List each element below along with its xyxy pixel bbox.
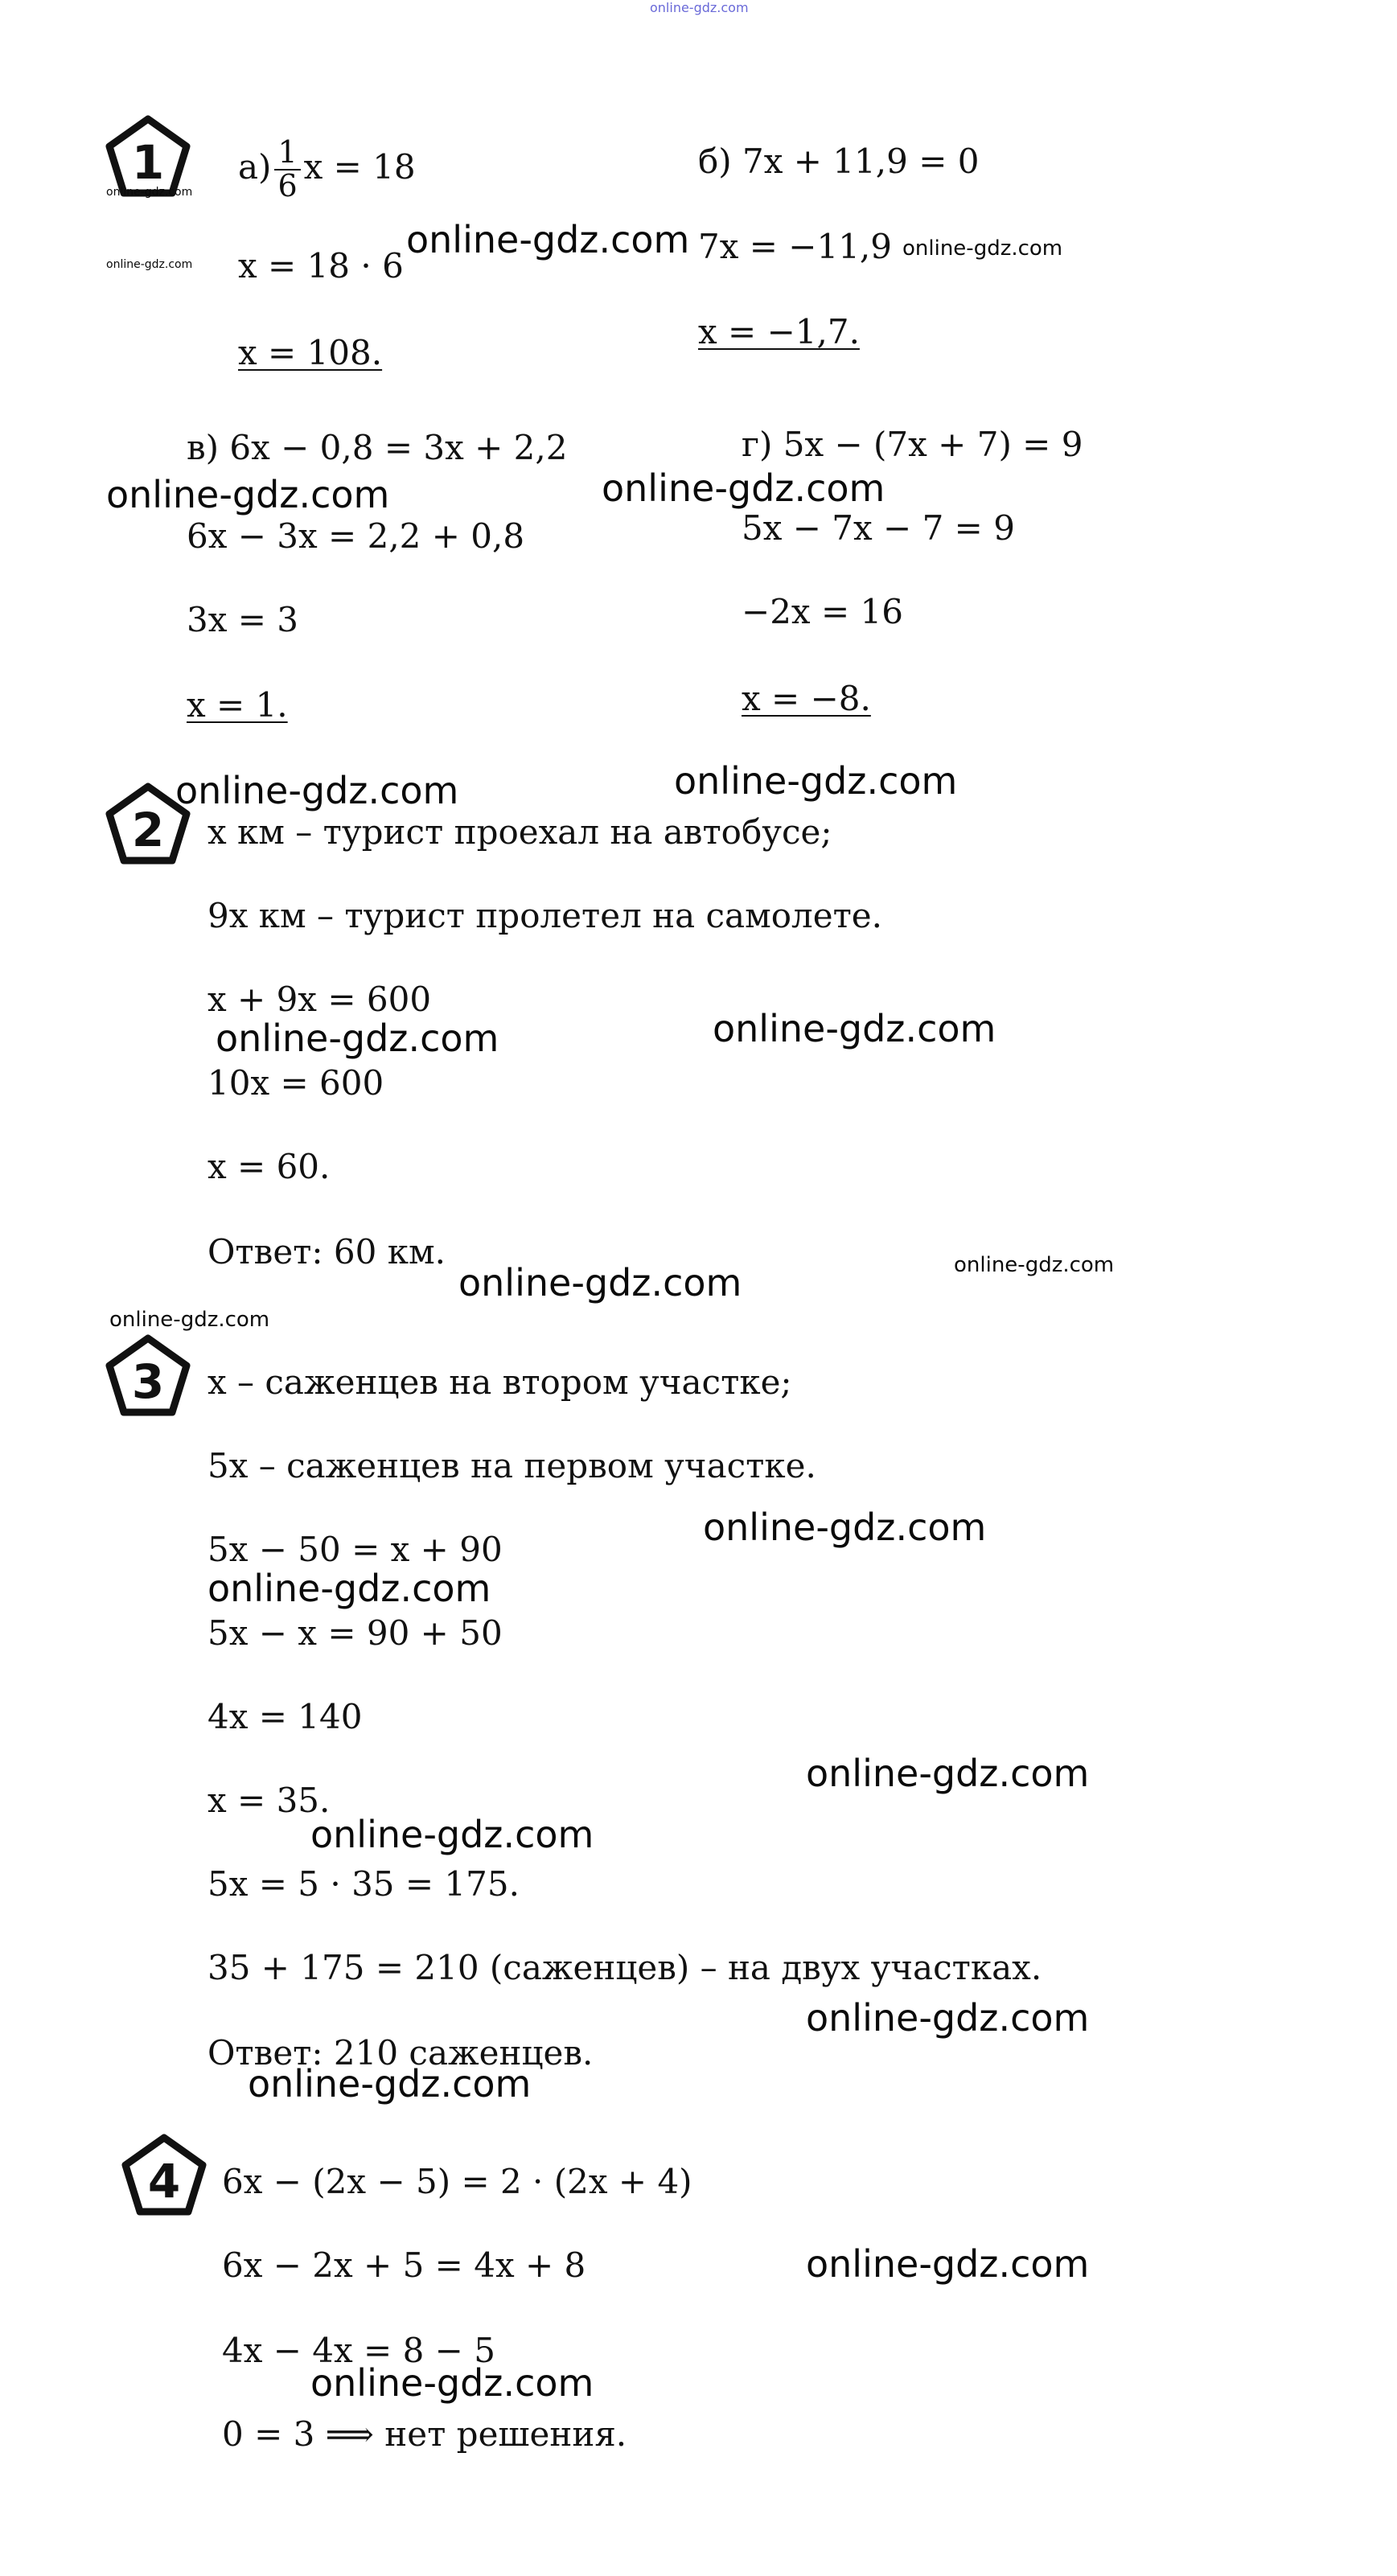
watermark: online-gdz.com [458,1261,742,1304]
task3-line3: 5x − 50 = x + 90 [207,1530,503,1569]
watermark: online-gdz.com [406,218,690,261]
watermark: online-gdz.com [106,186,193,199]
task3-line1: x – саженцев на втором участке; [207,1362,792,1402]
badge-number: 3 [131,1354,165,1409]
watermark: online-gdz.com [713,1007,996,1050]
watermark: online-gdz.com [902,236,1063,261]
fraction-numerator: 1 [274,137,300,171]
task-number-badge-4 [119,2131,209,2221]
watermark-top: online-gdz.com [650,0,749,15]
task1-v-step2: 3x = 3 [187,600,299,639]
badge-number: 1 [131,135,165,190]
task1-b-equation: б) 7x + 11,9 = 0 [698,142,980,181]
watermark: online-gdz.com [602,466,885,510]
watermark: online-gdz.com [207,1567,491,1610]
task4-line4: 0 = 3 ⟹ нет решения. [222,2414,627,2454]
task1-g-step1: 5x − 7x − 7 = 9 [742,508,1015,548]
pentagon-icon [119,2131,209,2221]
task4-line3: 4x − 4x = 8 − 5 [222,2331,495,2370]
watermark: online-gdz.com [216,1017,499,1060]
task1-b-answer: x = −1,7. [698,312,860,351]
pentagon-icon [103,1332,193,1422]
task3-line2: 5x – саженцев на первом участке. [207,1446,816,1485]
task1-b-step1: 7x = −11,9 [698,227,893,266]
task4-line1: 6x − (2x − 5) = 2 · (2x + 4) [222,2162,692,2201]
task1-v-answer: x = 1. [187,685,288,725]
task2-line4: 10x = 600 [207,1063,384,1103]
watermark: online-gdz.com [310,2361,594,2405]
task3-line7: 5x = 5 · 35 = 175. [207,1864,520,1904]
fraction-denominator: 6 [277,167,298,203]
watermark: online-gdz.com [248,2062,532,2106]
watermark: online-gdz.com [106,473,390,516]
task1-v-equation: в) 6x − 0,8 = 3x + 2,2 [187,428,568,467]
task2-line2: 9x км – турист пролетел на самолете. [207,896,883,935]
task3-answer: Ответ: 210 саженцев. [207,2033,594,2073]
task3-line4: 5x − x = 90 + 50 [207,1613,503,1653]
item-label: а) [238,146,272,187]
watermark: online-gdz.com [310,1813,594,1856]
watermark: online-gdz.com [106,258,193,271]
task2-line5: x = 60. [207,1147,331,1186]
task2-line1: x км – турист проехал на автобусе; [207,812,832,852]
watermark: online-gdz.com [175,769,459,812]
task1-v-step1: 6x − 3x = 2,2 + 0,8 [187,516,525,556]
task3-line6: x = 35. [207,1781,331,1820]
task3-line8: 35 + 175 = 210 (саженцев) – на двух участках. [207,1948,1042,1987]
badge-number: 2 [131,803,165,857]
task1-g-equation: г) 5x − (7x + 7) = 9 [742,425,1083,464]
task1-a-step1: x = 18 · 6 [238,246,404,286]
watermark: online-gdz.com [806,1752,1090,1795]
task2-answer: Ответ: 60 км. [207,1232,446,1272]
task1-a-answer: x = 108. [238,333,383,372]
task2-line3: x + 9x = 600 [207,980,432,1019]
task1-a-equation [238,134,416,203]
task-number-badge-3 [103,1332,193,1422]
watermark: online-gdz.com [806,1996,1090,2040]
watermark: online-gdz.com [806,2242,1090,2286]
task1-g-step2: −2x = 16 [742,592,903,631]
task3-line5: 4x = 140 [207,1697,363,1736]
task4-line2: 6x − 2x + 5 = 4x + 8 [222,2245,586,2285]
equation-rhs: x = 18 [303,146,416,187]
watermark: online-gdz.com [109,1308,270,1332]
watermark: online-gdz.com [674,759,958,803]
fraction [274,134,300,203]
task1-g-answer: x = −8. [742,679,871,718]
badge-number: 4 [147,2154,181,2208]
watermark: online-gdz.com [954,1253,1115,1277]
watermark: online-gdz.com [703,1506,987,1549]
